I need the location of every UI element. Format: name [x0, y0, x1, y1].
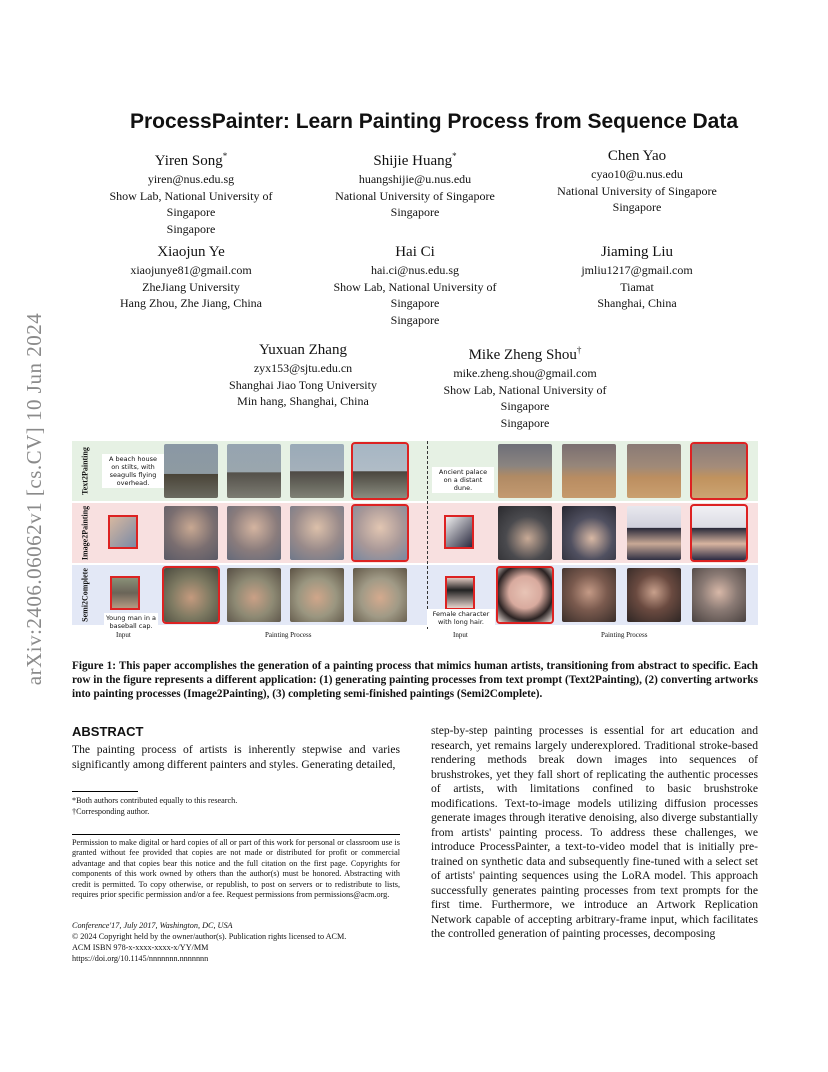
- input-label: Input: [453, 631, 468, 639]
- painting-process-label: Painting Process: [265, 631, 312, 639]
- row-label: Image2Painting: [80, 505, 90, 561]
- painting-frame: [498, 568, 552, 622]
- abstract-text-left: The painting process of artists is inherently stepwise and varies significantly among different painters and styles. Generating detailed,: [72, 743, 400, 771]
- author-name: Yuxuan Zhang: [259, 342, 347, 358]
- author-block: Jiaming Liu jmliu1217@gmail.com Tiamat Shanghai, China: [581, 244, 693, 310]
- painting-frame: [164, 568, 218, 622]
- figure-1: [72, 441, 758, 639]
- text-prompt: Female character with long hair.: [427, 609, 495, 627]
- permission-notice: Permission to make digital or hard copies of all or part of this work for personal or classroom use is granted without fee provided that copies are not made or distributed for profit or commercial advantage and that copies bear this notice and the full citation on the first page. Copyrights for components of this work owned by others than the author(s) must be honored. Abstracting with credit is permitted. To copy otherwise, or republish, to post on servers or to redistribute to lists, requires prior specific permission and/or a fee. Request permissions from permissions@acm.org.: [72, 838, 400, 900]
- painting-frame: [627, 506, 681, 560]
- painting-frame: [290, 506, 344, 560]
- author-name: Shijie Huang: [373, 153, 453, 169]
- footnote: *Both authors contributed equally to this research.: [72, 796, 238, 805]
- painting-frame: [227, 444, 281, 498]
- abstract-text-right: step-by-step painting processes is essential for art education and research, yet remains largely underexplored. Traditional stroke-based rendering methods break down images into sequences of brushstrokes, yet they fall short of replicating the authentic processes of artists, with limitations confined to basic brushstroke modifications. Text-to-image models utilizing diffusion processes generate images through iterative denoising, also diverge substantially from artists' painting process. To address these challenges, we introduce ProcessPainter, a text-to-video model that is initially pre-trained on synthetic data and subsequently fine-tuned with a select set of artists' painting sequences using the LoRA model. This approach successfully generates painting processes from text prompts for the first time. Furthermore, we introduce an Artwork Replication Network capable of accepting arbitrary-frame input, which facilitates the controlled generation of painting processes, decomposing: [431, 724, 758, 940]
- paper-title: ProcessPainter: Learn Painting Process from Sequence Data: [129, 110, 739, 133]
- author-name: Hai Ci: [395, 244, 435, 260]
- arxiv-sidebar-id: arXiv:2406.06062v1 [cs.CV] 10 Jun 2024: [22, 312, 46, 686]
- painting-frame: [692, 568, 746, 622]
- painting-frame: [498, 506, 552, 560]
- footnote: †Corresponding author.: [72, 807, 150, 816]
- author-block: Hai Ci hai.ci@nus.edu.sg Show Lab, National University of Singapore Singapore: [333, 244, 497, 327]
- author-block: Yiren Song* yiren@nus.edu.sg Show Lab, National University of Singapore Singapore: [109, 151, 273, 236]
- painting-frame-final: [353, 506, 407, 560]
- author-block: Xiaojun Ye xiaojunye81@gmail.com ZheJiang University Hang Zhou, Zhe Jiang, China: [120, 244, 262, 310]
- author-block: Mike Zheng Shou† mike.zheng.shou@gmail.com Show Lab, National University of Singapore Singapore: [443, 345, 607, 430]
- copyright-line: © 2024 Copyright held by the owner/author(s). Publication rights licensed to ACM.: [72, 932, 347, 941]
- author-name: Yiren Song: [154, 153, 223, 169]
- painting-frame-final: [692, 506, 746, 560]
- painting-frame: [290, 444, 344, 498]
- input-semi-finished-thumbnail: [112, 578, 138, 608]
- author-block: Yuxuan Zhang zyx153@sjtu.edu.cn Shanghai Jiao Tong University Min hang, Shanghai, China: [229, 342, 377, 408]
- painting-process-label: Painting Process: [601, 631, 648, 639]
- painting-frame: [627, 444, 681, 498]
- row-label: Text2Painting: [80, 447, 90, 495]
- painting-frame: [353, 568, 407, 622]
- painting-frame: [562, 444, 616, 498]
- input-label: Input: [116, 631, 131, 639]
- painting-frame: [164, 506, 218, 560]
- text-prompt: A beach house on stilts, with seagulls flying overhead.: [102, 454, 164, 488]
- author-name: Chen Yao: [607, 148, 667, 164]
- painting-frame: [164, 444, 218, 498]
- painting-frame: [227, 568, 281, 622]
- painting-frame: [227, 506, 281, 560]
- doi-link[interactable]: https://doi.org/10.1145/nnnnnnn.nnnnnnn: [72, 954, 209, 963]
- painting-frame: [627, 568, 681, 622]
- text-prompt: Young man in a baseball cap.: [106, 614, 156, 630]
- painting-frame: [498, 444, 552, 498]
- painting-frame: [290, 568, 344, 622]
- abstract-heading: ABSTRACT: [72, 724, 144, 739]
- dashed-divider: [427, 441, 428, 629]
- isbn-line: ACM ISBN 978-x-xxxx-xxxx-x/YY/MM: [72, 943, 209, 952]
- input-artwork-thumbnail: [446, 517, 472, 547]
- author-block: Chen Yao cyao10@u.nus.edu National University of Singapore Singapore: [557, 148, 717, 214]
- painting-frame-final: [692, 444, 746, 498]
- input-artwork-thumbnail: [110, 517, 136, 547]
- painting-frame-final: [353, 444, 407, 498]
- conference-line: Conference'17, July 2017, Washington, DC, USA: [72, 921, 233, 930]
- author-name: Mike Zheng Shou: [468, 347, 577, 363]
- input-semi-finished-thumbnail: [447, 578, 473, 608]
- permission-rule: [72, 834, 400, 835]
- figure-caption: Figure 1: This paper accomplishes the generation of a painting process that mimics human artists, transitioning from abstract to specific. Each row in the figure represents a different application: (1) generating painting processes from text prompt (Text2Painting), (2) converting artworks into painting processes (Image2Painting), (3) completing semi-finished paintings (Semi2Complete).: [72, 660, 758, 700]
- author-name: Jiaming Liu: [600, 244, 674, 260]
- author-block: Shijie Huang* huangshijie@u.nus.edu National University of Singapore Singapore: [335, 151, 495, 219]
- author-name: Xiaojun Ye: [157, 244, 225, 260]
- row-label: Semi2Complete: [80, 568, 90, 622]
- text-prompt: Ancient palace on a distant dune.: [432, 467, 494, 493]
- footnote-rule: [72, 791, 138, 792]
- painting-frame: [562, 506, 616, 560]
- painting-frame: [562, 568, 616, 622]
